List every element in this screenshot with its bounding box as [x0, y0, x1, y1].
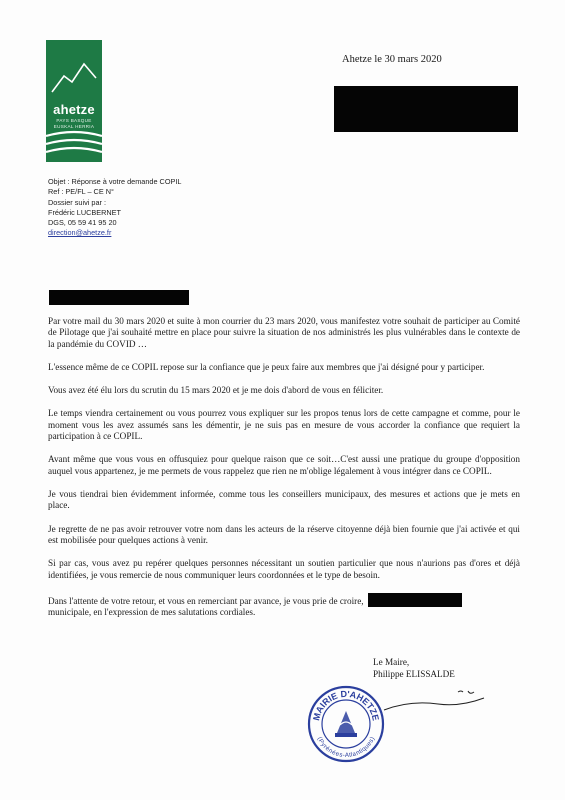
- reference-block: [48, 177, 268, 239]
- letter-body: [48, 316, 520, 619]
- mairie-stamp-icon: [307, 685, 385, 763]
- closing-paragraph: [48, 593, 520, 619]
- subject-line: Objet : Réponse à votre demande COPIL: [48, 177, 182, 186]
- contact-email-link[interactable]: direction@ahetze.fr: [48, 228, 112, 238]
- handwritten-signature-icon: [380, 686, 490, 716]
- redacted-closing-title: [368, 593, 462, 607]
- closing-start: Dans l'attente de votre retour, et vous en remerciant par avance, je vous prie de croire,: [48, 595, 364, 606]
- paragraph: Si par cas, vous avez pu repérer quelques personnes nécessitant un soutien particulier que nous n'aurions pas d'ores et déjà identifiées, je vous remercie de nous communiquer leurs coordonnées et le type de besoin.: [48, 558, 520, 580]
- paragraph: Je vous tiendrai bien évidemment informée, comme tous les conseillers municipaux, des mesures et actions que je mets en place.: [48, 489, 520, 511]
- logo-line-1: PAYS BASQUE: [56, 118, 92, 123]
- closing-end: municipale, en l'expression de mes salutations cordiales.: [48, 607, 256, 618]
- paragraph: Le temps viendra certainement ou vous pourrez vous expliquer sur les propos tenus lors de cette campagne et comme, pour le moment vous les avez assumés sans les démentir, je ne suis pas en mesure de vous accorder la confiance que requiert la participation à ce COPIL.: [48, 408, 520, 442]
- reference-line: Ref : PE/FL – CE N°: [48, 187, 114, 197]
- mountain-logo-icon: [46, 40, 102, 162]
- paragraph: Avant même que vous vous en offusquiez pour quelque raison que ce soit…C'est aussi une pratique du groupe d'opposition auquel vous appartenez, je me permets de vous rappelez que rien ne m'oblige légalement à vous intégrer dans ce COPIL.: [48, 454, 520, 476]
- stamp-bottom-text: (Pyrénées-Atlantiques): [315, 736, 377, 760]
- paragraph: Vous avez été élu lors du scrutin du 15 mars 2020 et je me dois d'abord de vous en féliciter.: [48, 385, 384, 396]
- signatory-name: Philippe ELISSALDE: [373, 669, 455, 679]
- signatory-title: Le Maire,: [373, 657, 410, 667]
- redacted-recipient-address: [334, 86, 518, 132]
- signature-block: [373, 656, 455, 680]
- paragraph: Par votre mail du 30 mars 2020 et suite à mon courrier du 23 mars 2020, vous manifestez votre souhait de participer au Comité de Pilotage que j'ai souhaité mettre en place pour suivre la situation de nos administrés les plus vulnérables dans le contexte de la pandémie du COVID …: [48, 316, 520, 349]
- redacted-salutation: [49, 290, 189, 305]
- stamp-top-text: MAIRIE D'AHETZE: [311, 688, 381, 722]
- logo-line-2: EUSKAL HERRIA: [53, 124, 95, 129]
- contact-phone: DGS, 05 59 41 95 20: [48, 218, 117, 228]
- paragraph: Je regrette de ne pas avoir retrouver votre nom dans les acteurs de la réserve citoyenne déjà bien fournie que j'ai activée et qui est mobilisée pour quelques actions à venir.: [48, 523, 520, 546]
- contact-name: Frédéric LUCBERNET: [48, 207, 121, 217]
- logo-name: ahetze: [53, 102, 95, 117]
- letter-date: Ahetze le 30 mars 2020: [342, 54, 442, 65]
- followed-by-label: Dossier suivi par :: [48, 197, 106, 207]
- paragraph: L'essence même de ce COPIL repose sur la confiance que je peux faire aux membres que j'ai désigné pour y participer.: [48, 362, 485, 373]
- ahetze-logo: [46, 40, 102, 162]
